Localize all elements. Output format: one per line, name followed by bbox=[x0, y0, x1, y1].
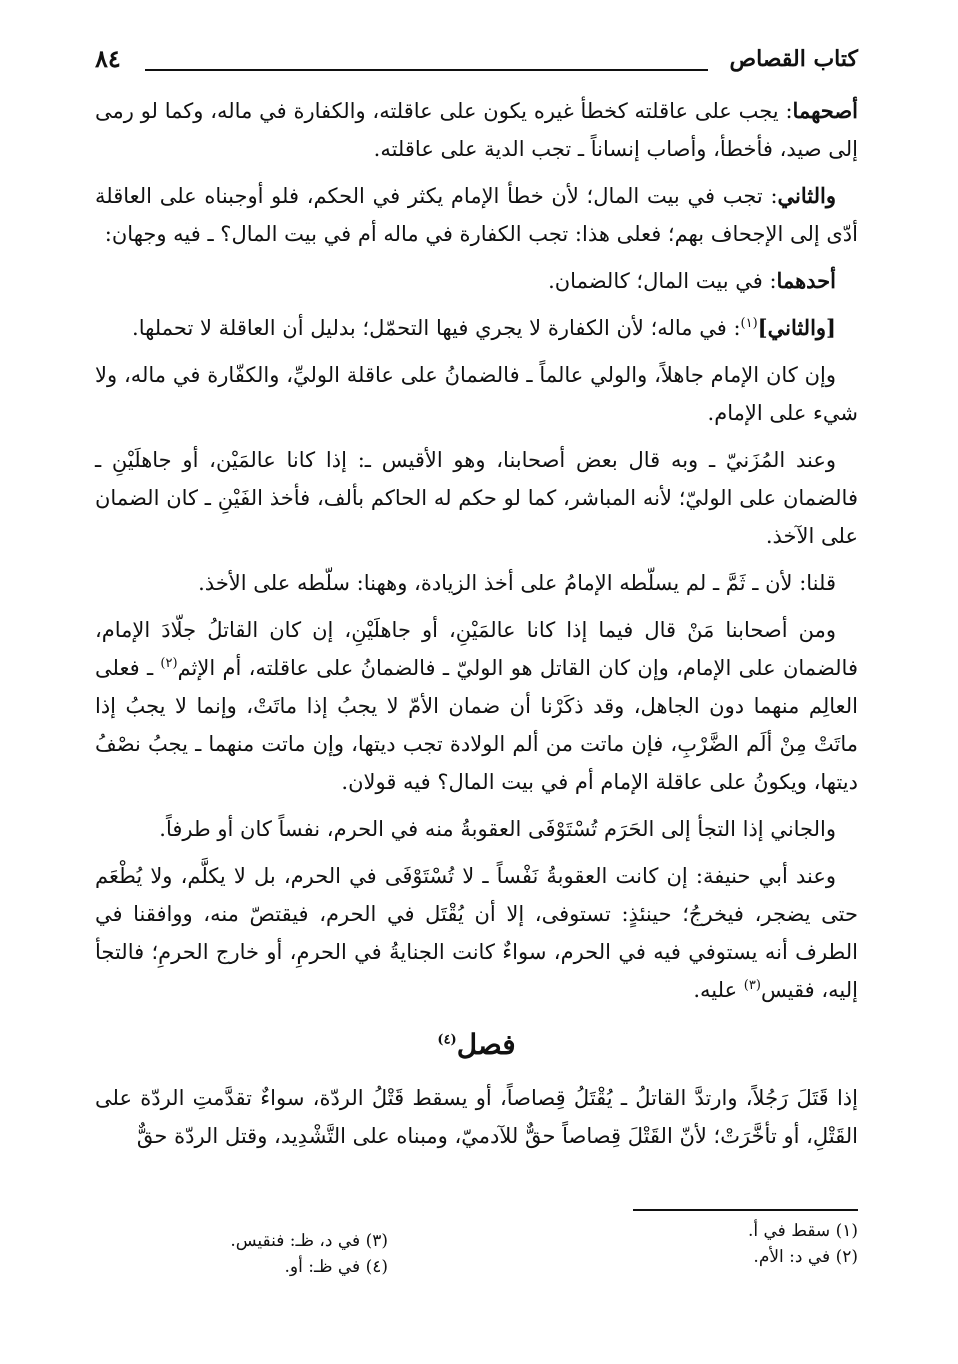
paragraph-text: ومن أصحابنا مَنْ قال فيما إذا كانا عالمَيْنِ، أو جاهلَيْنِ، إن كان القاتلُ جلّادَ الإمام، فالضمان على الإمام، وإن كان القاتل هو الوليّ ـ فالضمانُ على عاقلته، أم الإثم bbox=[95, 618, 858, 680]
paragraph-text: : يجب على عاقلته كخطأ غيره يكون على عاقلته، والكفارة في ماله، وكما لو رمى إلى صيد، فأخطأ، وأصاب إنساناً ـ تجب الدية على عاقلته. bbox=[95, 99, 858, 161]
footnote-ref: (١) bbox=[740, 316, 758, 331]
paragraph-text: والجاني إذا التجأ إلى الحَرَم تُسْتَوْفَى العقوبةُ منه في الحرم، نفساً كان أو طرفاً. bbox=[159, 817, 836, 841]
section-paragraph bbox=[95, 1079, 858, 1155]
header-rule bbox=[145, 69, 708, 71]
page-number: ٨٤ bbox=[95, 44, 121, 73]
footnote-ref: (٤) bbox=[437, 1032, 457, 1048]
paragraph-8 bbox=[95, 611, 858, 801]
footnote-rule bbox=[633, 1209, 858, 1211]
paragraph-text: قلنا: لأن ـ ثَمَّ ـ لم يسلّطه الإمامُ على أخذ الزيادة، وههنا: سلّطه على الأخذ. bbox=[198, 571, 836, 595]
paragraph-text: إذا قَتَلَ رَجُلاً، وارتدَّ القاتلُ ـ يُقْتَلُ قِصاصاً، أو يسقط قَتْلُ الردّة، سواءٌ تقدَّمتِ الردّة على القَتْلِ، أو تأخَّرَتْ؛ لأنّ القَتْلَ قِصاصاً حقٌّ للآدميّ، ومبناه على التَّشْدِيد، وقتل الردّة حقٌّ bbox=[95, 1086, 858, 1148]
paragraph-text: وعند المُزَنيّ ـ وبه قال بعض أصحابنا، وهو الأقيس ـ: إذا كانا عالمَيْن، أو جاهلَيْنِ ـ فالضمان على الوليّ؛ لأنه المباشر، كما لو حكم له الحاكم بألف، فأخذ الفَيْنِ ـ كان الضمان على الآخذ. bbox=[95, 448, 858, 548]
paragraph-2 bbox=[95, 177, 858, 253]
paragraph-text: : في ماله؛ لأن الكفارة لا يجري فيها التحمّل؛ بدليل أن العاقلة لا تحملها. bbox=[132, 316, 741, 340]
paragraph-text: وعند أبي حنيفة: إن كانت العقوبةُ نَفْساً ـ لا تُسْتَوْفَى في الحرم، بل لا يكلَّم، ولا يُطْعَم حتى يضجر، فيخرجُ؛ حينئذٍ: تستوفى، إلا أن يُقْتَل في الحرم، فيقتصّ منه، ووافقنا في الطرف أنه يستوفي فيه في الحرم، سواءٌ كانت الجنايةُ في الحرمِ، أو خارج الحرمِ؛ فالتجأ إليه، فقيس bbox=[95, 864, 858, 1002]
section-heading-text: فصل bbox=[456, 1028, 516, 1061]
footnote-2: (٢) في د: الأم. bbox=[753, 1247, 858, 1267]
body-text bbox=[95, 92, 858, 1164]
section-heading bbox=[95, 1025, 858, 1065]
paragraph-3 bbox=[95, 262, 858, 300]
footnote-1: (١) سقط في أ. bbox=[747, 1221, 858, 1241]
paragraph-text: : تجب في بيت المال؛ لأن خطأ الإمام يكثر في الحكم، فلو أوجبناه على العاقلة أدّى إلى الإجحاف بهم؛ فعلى هذا: تجب الكفارة في ماله أم في بيت المال؟ ـ فيه وجهان: bbox=[95, 184, 858, 246]
paragraph-text: : في بيت المال؛ كالضمان. bbox=[548, 269, 777, 293]
paragraph-lead: والثاني bbox=[777, 183, 836, 208]
paragraph-10 bbox=[95, 857, 858, 1009]
footnotes-column-right bbox=[528, 1218, 858, 1270]
footnotes-column-left bbox=[58, 1228, 388, 1280]
footnote-ref: (٣) bbox=[743, 978, 761, 993]
paragraph-lead: [والثاني] bbox=[757, 315, 836, 340]
footnote-ref: (٢) bbox=[160, 656, 178, 671]
paragraph-6 bbox=[95, 441, 858, 555]
paragraph-text: عليه. bbox=[693, 978, 744, 1002]
paragraph-lead: أحدهما bbox=[776, 268, 836, 293]
paragraph-4 bbox=[95, 309, 858, 347]
paragraph-7 bbox=[95, 564, 858, 602]
footnote-3: (٣) في د، ظـ: فنقيس. bbox=[230, 1231, 388, 1251]
paragraph-1 bbox=[95, 92, 858, 168]
paragraph-9 bbox=[95, 810, 858, 848]
footnote-4: (٤) في ظـ: أو. bbox=[284, 1257, 388, 1277]
running-header bbox=[95, 44, 858, 84]
paragraph-text: وإن كان الإمام جاهلاً، والولي عالماً ـ فالضمانُ على عاقلة الوليِّ، والكفّارة في ماله، ولا شيء على الإمام. bbox=[95, 363, 858, 425]
book-title: كتاب القصاص bbox=[729, 46, 858, 72]
paragraph-text: ـ فعلى العالِم منهما دون الجاهل، وقد ذكَرْنا أن ضمان الأمّ لا يجبُ إذا ماتَتْ، وإنما لا يجبُ إذا ماتَتْ مِنْ ألَم الضَّرْبِ، فإن ماتت من ألم الولادة تجب ديتها، وإن ماتت منهما ـ يجبُ نصْفُ ديتها، ويكونُ على عاقلة الإمام أم في بيت المال؟ فيه قولان. bbox=[95, 656, 858, 794]
paragraph-5 bbox=[95, 356, 858, 432]
paragraph-lead: أصحهما bbox=[792, 98, 858, 123]
